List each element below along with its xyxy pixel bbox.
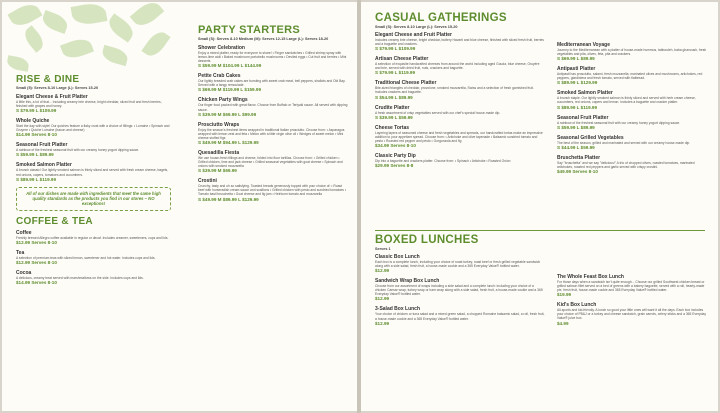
item-desc: Say "bruschetta" and we say "delicious!" A trio of chopped olives, roasted tomatoes, marinated artichokes, roasted red peppers and garlic served with crispy crostini. [557, 160, 695, 169]
item-desc: Freshly brewed Allegro coffee available in regular or decaf. Includes creamer, sweeteners, cups and lids. [16, 235, 169, 240]
item-name: Seasonal Fruit Platter [16, 142, 68, 149]
menu-item [557, 274, 707, 298]
boxed-section-sub: Serves 1 [375, 247, 391, 251]
item-name: Classic Party Dip [375, 152, 416, 159]
section-divider [375, 230, 705, 231]
item-desc: Start the day with style! Our quiches feature a flaky crust with a choice of fillings: • Lorraine • Spinach and Gruyere • Quiche Lorraine (bacon and cheese) [16, 124, 170, 133]
item-desc: Dip into a baguette and crackers platter. Choose from: • Spinach • Artichoke • Roasted Onion [375, 158, 511, 163]
item-price: S $39.99 M $69.99 [198, 168, 237, 174]
section-title: RISE & DINE [16, 74, 80, 85]
section-title: CASUAL GATHERINGS [375, 12, 507, 24]
item-name: Crudite Platter [375, 104, 410, 111]
item-name: Prosciutto Wraps [198, 121, 240, 128]
menu-item [375, 153, 545, 169]
item-name: The Whole Feast Box Lunch [557, 274, 624, 280]
item-desc: A selection of exquisite handcrafted cheeses from around the world including aged Gouda, blue cheese, Gruyère and brie, served with dried fruit, nuts, crackers and baguette. [375, 62, 540, 71]
menu-item [16, 270, 171, 286]
item-price: S $39.99 L $59.99 [375, 114, 413, 120]
item-desc: For those days when a sandwich isn't quite enough... Choose our grilled Southwest chicken breast or grilled salmon fillet served on a bed of greens with a bakery baguette, served with a roll, hearty-made pie, fresh fruit, house-made cookie and 365 Everyday Value® bottled water. [557, 280, 705, 293]
item-name: Artisan Cheese Platter [375, 56, 429, 63]
item-name: Quesadilla Fiesta [198, 149, 240, 156]
section-sizes: Small (5): Serves 8-10 Large (L): Serves 15-20 [16, 86, 99, 90]
item-desc: The best of the season, grilled and marinated and served with our creamy house-made dip. [557, 140, 691, 145]
item-name: Elegant Cheese and Fruit Platter [375, 32, 452, 38]
item-price: $12.99 [375, 320, 390, 326]
quality-tagline: All of our dishes are made with ingredients that meet the same high quality standards as the products you find in our stores – NO exceptions! [16, 187, 171, 211]
item-name: Shower Celebration [198, 45, 245, 51]
item-desc: Includes creamy brie cheese, bright cheddar, buttery Havarti and blue cheese, finished with sliced fresh fruit, berries and a baguette and crackers. [375, 38, 544, 47]
menu-item [16, 230, 171, 246]
item-desc: A brunch classic! Our lightly smoked salmon is thinly sliced and served with fresh cream cheese, bagels, red onions, capers, tomatoes and cucumbers. [16, 168, 169, 177]
item-desc: Bite-sized triangles of cheddar, provolone, smoked mozzarella, Swiss and a selection of fresh garnished fruit. Includes crackers and baguette. [375, 86, 534, 95]
menu-item [16, 162, 171, 182]
item-name: Smoked Salmon Platter [16, 162, 72, 169]
item-name: 3-Salad Box Lunch [375, 306, 421, 313]
item-desc: A selection of premium teas with sliced lemon, sweetener and hot water. Includes cups and lids. [16, 255, 156, 260]
item-name: Traditional Cheese Platter [375, 80, 437, 87]
coffee-section-title: COFFEE & TEA [16, 215, 93, 227]
item-price: $14.99 Serves 8-10 [16, 280, 57, 286]
item-price: S $59.99 L $89.99 [557, 124, 595, 130]
menu-item [375, 278, 545, 302]
section-title: PARTY STARTERS [198, 24, 300, 36]
item-price: S $89.99 L $119.99 [16, 176, 57, 182]
menu-item [557, 42, 707, 62]
item-name: Cocoa [16, 270, 32, 277]
section-sizes: Small (S): Serves 8-10 Large (L): Serves 15-20 [375, 25, 458, 29]
item-desc: Enjoy the season's freshest items wrapped in traditional Italian prosciutto. Choose from: • Asparagus wrapped with lemon zest and feta • Melon with a little virgin olive oil • Wedges of sweet melon • Mini cheese stuffed figs [198, 127, 345, 140]
item-desc: Your choice of chicken or tuna salad and a mixed green salad, a chopped Romaine balsamic salad, a roll, fresh fruit, a house-made cookie and a 365 Everyday Value® bottled water. [375, 312, 545, 321]
column-boxed-lunches-2 [557, 274, 707, 331]
item-price: $4.99 [557, 320, 569, 326]
item-name: Petite Crab Cakes [198, 73, 241, 80]
item-desc: Each box is a complete lunch, including your choice of roast turkey, roast beef or fresh grilled vegetable sandwich along with a side salad, fresh fruit, a house-made cookie and a 365 Everyday Value® bottled water. [375, 260, 541, 269]
item-name: Tea [16, 249, 25, 256]
item-price: S $89.99 L $119.99 [557, 104, 598, 110]
column-casual-gatherings-2 [557, 42, 707, 179]
column-rise-and-dine [16, 74, 171, 290]
column-party-starters [198, 24, 348, 207]
menu-item [375, 32, 545, 52]
item-name: Cheese Tortas [375, 124, 410, 131]
item-price: $12.99 [375, 296, 390, 302]
item-price: S $69.99 L $89.99 [557, 56, 595, 62]
menu-item [16, 118, 171, 138]
item-name: Antipasti Platter [557, 66, 596, 73]
menu-item [557, 135, 707, 151]
item-name: Elegant Cheese & Fruit Platter [16, 94, 88, 100]
item-price: S $39.99 M $69.99 L $99.99 [198, 111, 257, 117]
item-name: Bruschetta Platter [557, 154, 601, 161]
item-desc: Our lightly breaded crab cakes are bursting with sweet crab meat, bell peppers, shallots and Old Bay. Served with a tangy remoulade. [198, 79, 346, 88]
item-price: S $49.99 M $94.99 L $129.99 [198, 139, 259, 145]
item-name: Classic Box Lunch [375, 254, 420, 260]
item-price: $34.99 Serves 8-10 [375, 142, 416, 148]
item-desc: Our finger food packed with great flavor. Choose from Buffalo or Teriyaki sauce. All served with dipping sauce. [198, 103, 348, 112]
item-price: $19.99 [557, 292, 572, 298]
item-name: Kid's Box Lunch [557, 302, 597, 309]
item-name: Chicken Party Wings [198, 97, 248, 104]
item-price: S $79.99 L $109.99 [16, 108, 57, 114]
item-name: Whole Quiche [16, 118, 50, 125]
item-desc: Layering layers of seasoned cheese and fresh vegetables and spreads, our handcrafted tortas make an impressive addition to your appetizer spread. Choose from: • Artichoke and olive tapenade • Balsamic sundried tomato and pesto • Roasted red pepper and pesto • Gorgonzola and fig [375, 130, 543, 143]
menu-item [557, 66, 707, 86]
menu-item [198, 122, 348, 146]
menu-item [375, 125, 545, 149]
menu-item [16, 94, 171, 114]
item-price: S $69.99 M $119.99 L $159.99 [198, 87, 262, 93]
item-desc: We use house-fresh fillings and cheese, folded into flour tortillas. Choose from: • Grilled chicken • Grilled chicken, lime and jack cheese • Grilled seasonal vegetables with goat cheese • Spinach and onions with smoked mozzarella [198, 155, 343, 169]
menu-item [557, 302, 707, 326]
item-price: S $54.99 L $89.99 [375, 94, 413, 100]
menu-item [375, 56, 545, 76]
item-name: Crostini [198, 178, 217, 185]
menu-item [16, 142, 171, 158]
menu-item [557, 155, 707, 175]
item-desc: Enjoy a mixed platter, ready for everyone to share! • Finger sandwiches • Grilled shrimp spray with lemon-lime aioli • Baked mushroom portobello mushrooms • Deviled eggs • Cut fruit and berries • Mini desserts [198, 51, 347, 64]
item-desc: A fresh assortment of crisp vegetables served with our chef's special house-made dip. [375, 110, 501, 115]
menu-item [16, 250, 171, 266]
item-desc: Crunchy, tasty and oh so satisfying. Toasted breads generously topped with your choice of: • Roast beef with horseradish cream sauce and scallions • Grilled chicken with pesto and sundried tomatoes • Tomato basil bruschetta • Goat cheese and fig jam • Heirloom tomato and mozzarella [198, 184, 346, 197]
menu-item [375, 80, 545, 100]
item-price: $12.99 Serves 8-10 [16, 260, 57, 266]
item-price: $12.99 Serves 8-10 [16, 239, 57, 245]
boxed-section-title: BOXED LUNCHES [375, 234, 479, 246]
item-name: Seasonal Fruit Platter [557, 114, 609, 121]
menu-page-left [2, 2, 357, 411]
item-price: $12.99 [375, 268, 390, 274]
item-price: S $59.99 L $89.99 [16, 152, 54, 158]
menu-item [375, 105, 545, 121]
item-desc: Journey to the Mediterranean with a platter of house-made hummus, tabbouleh, baba ghanoush, fresh vegetables and pita, olives, feta, pita and crackers. [557, 48, 707, 57]
menu-item [198, 73, 348, 93]
item-desc: A rainbow of the freshest seasonal fruit with our creamy honey yogurt dipping sauce. [16, 148, 140, 153]
item-name: Mediterranean Voyage [557, 42, 610, 48]
item-name: Smoked Salmon Platter [557, 90, 613, 97]
item-price: S $49.99 M $89.99 L $129.99 [198, 196, 259, 202]
item-desc: A brunch staple. Our lightly smoked salmon is thinly sliced and served with herb cream cheese, cucumbers, red onions, capers and lemon. Includes a baguette and cracker platter. [557, 96, 696, 105]
menu-item [375, 254, 545, 274]
menu-item [198, 178, 348, 202]
item-name: Seasonal Grilled Vegetables [557, 134, 624, 141]
item-desc: A delicious, creamy treat served with marshmallows on the side. Includes cups and lids. [16, 276, 144, 281]
menu-page-right [361, 2, 718, 411]
item-price: $49.99 Serves 8-10 [557, 168, 598, 174]
item-price: $29.99 Serves 8-8 [375, 163, 414, 169]
item-price: S $89.99 L $129.99 [557, 80, 598, 86]
menu-item [198, 97, 348, 117]
menu-item [557, 90, 707, 110]
item-name: Sandwich Wrap Box Lunch [375, 278, 440, 285]
item-name: Coffee [16, 229, 32, 236]
item-price: S $59.99 M $104.99 L $144.99 [198, 63, 262, 69]
menu-item [198, 45, 348, 69]
item-price: S $79.99 L $119.99 [375, 70, 416, 76]
item-desc: Antipasti has prosciutto, salami, fresh mozzarella, marinated olives and mushrooms, artichokes, red peppers, giardiniera and fresh tomato, served with flatbread. [557, 72, 703, 81]
column-boxed-lunches [375, 234, 545, 331]
section-sizes: Small (S): Serves 8-10 Medium (M): Serves 12-15 Large (L): Serves 18-20 [198, 37, 329, 41]
item-price: $14.99 Serves 8-10 [16, 132, 57, 138]
item-desc: A little this, a lot of that... Including creamy brie cheese, bright cheddar, sliced fruit and fresh berries, finished with grapes and honey. [16, 100, 162, 109]
item-desc: All-sports and kid-friendly. A lunch so good your little ones will want it all the days. Each box includes your choice of PB&J or a turkey and cheese sandwich, grain carrots, celery sticks and a 365 Everyday Value® juice box. [557, 308, 706, 321]
menu-item [557, 115, 707, 131]
column-casual-gatherings [375, 12, 545, 173]
item-desc: A rainbow of the freshest seasonal fruit with our creamy honey yogurt dipping sauce. [557, 120, 681, 125]
item-price: S $79.99 L $109.99 [375, 46, 416, 52]
menu-item [375, 306, 545, 326]
menu-item [198, 150, 348, 174]
item-desc: Choose from our assortment of wraps including a side salad and a complete lunch: including your choice of a chicken Caesar wrap, turkey wrap or ham wrap along with a side salad, fresh fruit, a house-made cookie and a 365 Everyday Value® bottled water. [375, 284, 543, 297]
item-price: S $44.99 L $59.99 [557, 144, 595, 150]
